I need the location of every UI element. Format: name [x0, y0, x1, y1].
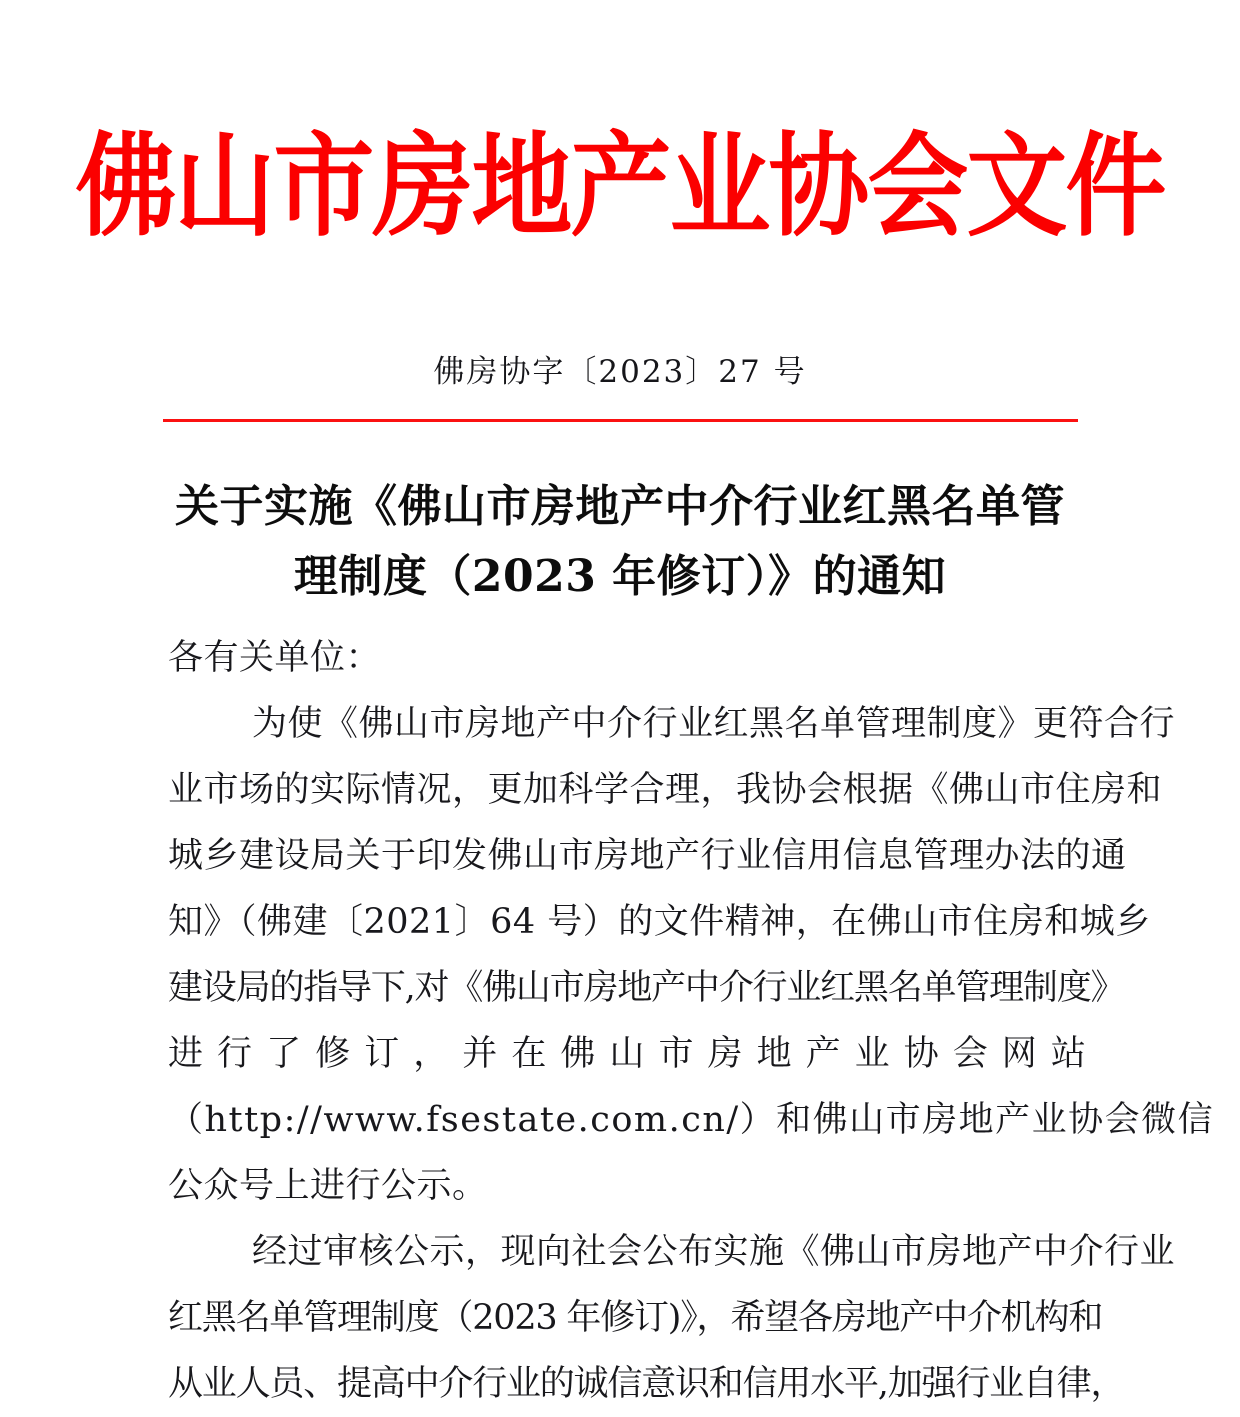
- body-line-4: 城乡建设局关于印发佛山市房地产行业信用信息管理办法的通: [168, 836, 1127, 876]
- justified-char-18: 网: [1001, 1034, 1037, 1074]
- justified-char-11: 市: [658, 1034, 694, 1074]
- justified-char-8: 在: [511, 1034, 547, 1074]
- body-line-5: 知》（佛建〔2021〕64 号）的文件精神，在佛山市住房和城乡: [168, 902, 1151, 942]
- body-salutation: 各有关单位：: [168, 638, 382, 678]
- red-divider-rule: [163, 419, 1078, 422]
- justified-char-16: 协: [903, 1034, 939, 1074]
- justified-char-17: 会: [952, 1034, 988, 1074]
- justified-char-5: 订: [364, 1034, 400, 1074]
- justified-char-6: ，: [413, 1034, 449, 1074]
- body-line-11: 红黑名单管理制度（2023 年修订)》，希望各房地产中介机构和: [168, 1298, 1103, 1338]
- justified-char-12: 房: [707, 1034, 743, 1074]
- body-line-7-justified: [168, 1021, 1086, 1087]
- justified-char-7: 并: [462, 1034, 498, 1074]
- document-title-line-1: 关于实施《佛山市房地产中介行业红黑名单管: [175, 481, 1065, 532]
- body-line-3: 业市场的实际情况，更加科学合理，我协会根据《佛山市住房和: [168, 770, 1163, 810]
- body-line-9: 公众号上进行公示。: [168, 1166, 488, 1206]
- body-line-10: 经过审核公示，现向社会公布实施《佛山市房地产中介行业: [252, 1232, 1176, 1272]
- justified-char-14: 产: [805, 1034, 841, 1074]
- justified-char-19: 站: [1050, 1034, 1086, 1074]
- justified-char-2: 行: [217, 1034, 253, 1074]
- justified-char-4: 修: [315, 1034, 351, 1074]
- document-title-line-2: 理制度（2023 年修订）》的通知: [293, 551, 947, 602]
- document-title: [120, 472, 1120, 612]
- justified-char-15: 业: [854, 1034, 890, 1074]
- masthead-title: 佛山市房地产业协会文件: [75, 124, 1165, 249]
- body-line-2: 为使《佛山市房地产中介行业红黑名单管理制度》更符合行: [252, 704, 1176, 744]
- justified-char-3: 了: [266, 1034, 302, 1074]
- letterhead-masthead: [0, 124, 1240, 249]
- body-line-12: 从业人员、提高中介行业的诚信意识和信用水平,加强行业自律，: [168, 1364, 1125, 1404]
- document-body: [168, 625, 1215, 1417]
- justified-char-9: 佛: [560, 1034, 596, 1074]
- justified-char-10: 山: [609, 1034, 645, 1074]
- body-line-8-website: （http://www.fsestate.com.cn/）和佛山市房地产业协会微信: [168, 1100, 1215, 1140]
- body-line-6: 建设局的指导下,对《佛山市房地产中介行业红黑名单管理制度》: [168, 968, 1125, 1008]
- document-serial-number: 佛房协字〔2023〕27 号: [433, 354, 807, 390]
- justified-char-13: 地: [756, 1034, 792, 1074]
- justified-char-1: 进: [168, 1034, 204, 1074]
